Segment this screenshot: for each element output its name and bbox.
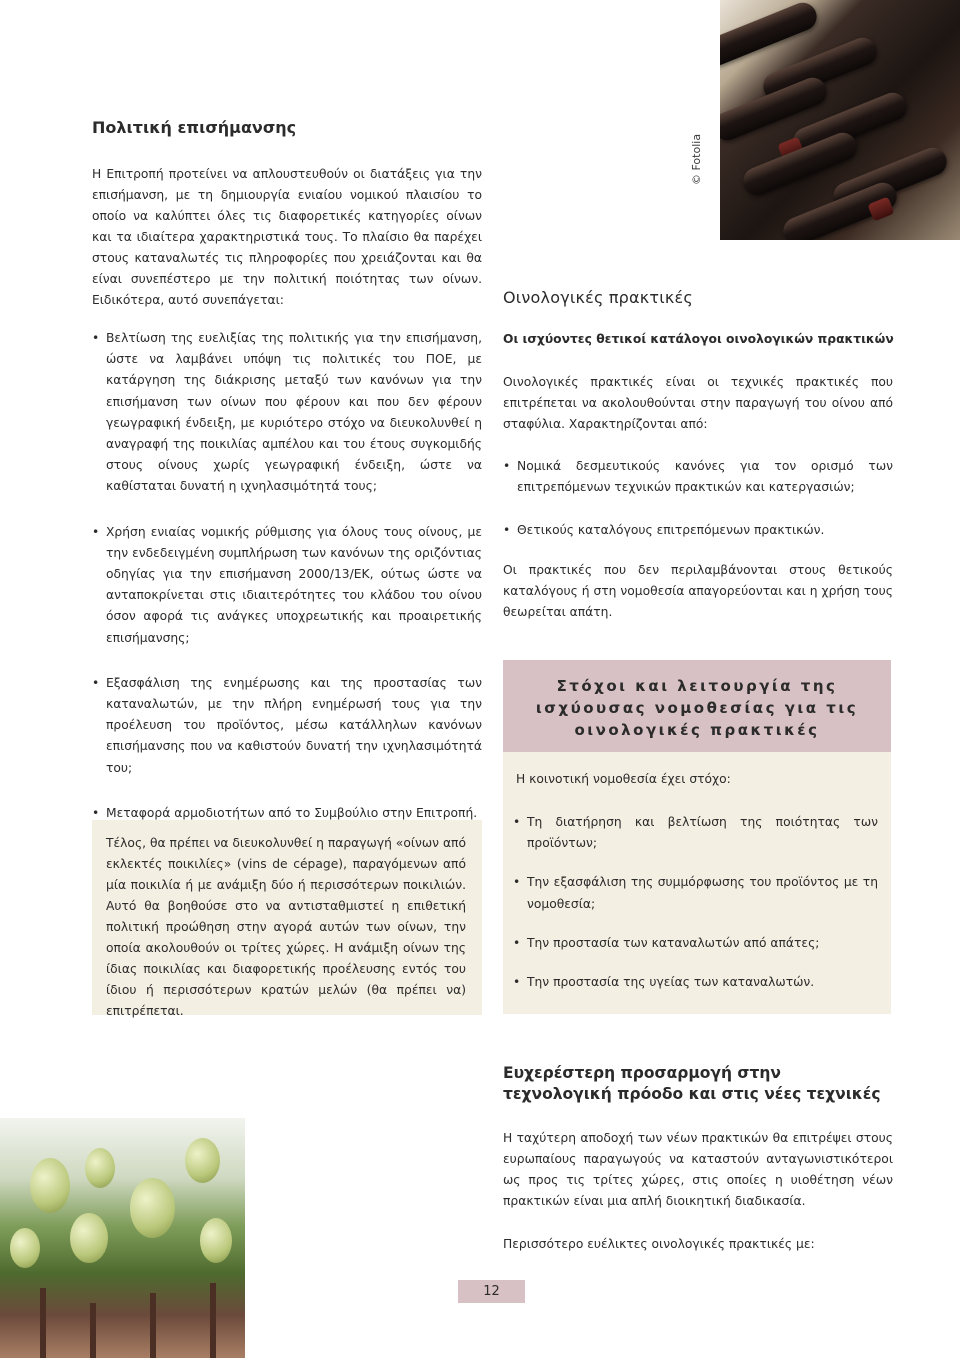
objectives-bullets [513,812,878,993]
list-item: • Την προστασία των καταναλωτών από απάτες; [513,933,878,954]
labeling-bullets [92,328,482,824]
characteristics-bullets [503,456,893,542]
list-item: • Τη διατήρηση και βελτίωση της ποιότητας των προϊόντων; [513,812,878,854]
list-item: • Νομικά δεσμευτικούς κανόνες για τον ορισμό των επιτρεπόμενων τεχνικών πρακτικών και κατεργασιών; [503,456,893,498]
list-item: • Μεταφορά αρμοδιοτήτων από το Συμβούλιο στην Επιτροπή. [92,803,482,824]
oenological-practices-title: Οινολογικές πρακτικές [503,288,693,307]
list-item: • Την εξασφάλιση της συμμόρφωσης του προϊόντος με τη νομοθεσία; [513,872,878,914]
labeling-policy-title: Πολιτική επισήμανσης [92,118,297,137]
list-item: • Εξασφάλιση της ενημέρωσης και της προστασίας των καταναλωτών, με την πλήρη ενημέρωσή τους για την προέλευση του προϊόντος, μέσω κατάλληλων κανόνων επισήμανσης που να καθιστούν δυνατή την ιχνηλασιμότητά του; [92,673,482,779]
labeling-intro: Η Επιτροπή προτείνει να απλουστευθούν οι διατάξεις για την επισήμανση, με τη δημιουργία ενιαίου νομικού πλαισίου το οποίο να καλύπτει όλες τις διαφορετικές κατηγορίες οίνων και τα ιδιαίτερα χαρακτηριστικά τους. Το πλαίσιο θα παρέχει στους καταναλωτές τις πληροφορίες που χρειάζονται και θα είναι συνεπέστερο με την πολιτική ποιότητας των οίνων. Ειδικότερα, αυτό συνεπάγεται: [92,167,482,307]
list-item: • Την προστασία της υγείας των καταναλωτών. [513,972,878,993]
objectives-heading: Στόχοι και λειτουργία της ισχύουσας νομοθεσίας για τις οινολογικές πρακτικές [535,677,859,739]
varietal-wines-text: Τέλος, θα πρέπει να διευκολυνθεί η παραγωγή «οίνων από εκλεκτές ποικιλίες» (vins de cépage), παραγόμενων από μία ποικιλία ή με ανάμιξη δύο ή περισσότερων ποικιλιών. Αυτό θα βοηθούσε στο να αντισταθμιστεί η επιθετική πολιτική προώθηση στην αγορά αυτών των οίνων, την οποία ακολουθούν οι τρίτες χώρες. Η ανάμιξη οίνων της ίδιας ποικιλίας και διαφορετικής προέλευσης εντός του ίδιου ή περισσότερων κρατών μελών (θα πρέπει να) επιτρέπεται. [106,836,466,1018]
technology-para: Η ταχύτερη αποδοχή των νέων πρακτικών θα επιτρέψει στους ευρωπαίους παραγωγούς να καταστούν ανταγωνιστικότεροι ως προς τις τρίτες χώρες, στις οποίες η υιοθέτηση νέων πρακτικών είναι μια απλή διοικητική διαδικασία. [503,1131,893,1208]
prohibited-practices-text: Οι πρακτικές που δεν περιλαμβάνονται στους θετικούς καταλόγους ή στη νομοθεσία απαγορεύονται και η χρήση τους θεωρείται απάτη. [503,563,893,619]
wine-bottles-photo [720,0,960,240]
list-item: • Χρήση ενιαίας νομικής ρύθμισης για όλους τους οίνους, με την ενδεδειγμένη συμπλήρωση των κανόνων της οριζόντιας οδηγίας για την επισήμανση 2000/13/ΕΚ, ούτως ώστε να ανταποκρίνεται στις ιδιαιτερότητες του κλάδου του οίνου όσον αφορά τις ανάγκες υποχρεωτικής και προαιρετικής επισήμανσης; [92,522,482,649]
list-item: • Θετικούς καταλόγους επιτρεπόμενων πρακτικών. [503,520,893,541]
varietal-wines-box [92,820,482,1018]
page-number: 12 [458,1280,525,1303]
flexible-practices-intro: Περισσότερο ευέλικτες οινολογικές πρακτικές με: [503,1237,815,1251]
objectives-box [503,752,891,1014]
positive-lists-subtitle: Οι ισχύοντες θετικοί κατάλογοι οινολογικών πρακτικών [503,332,894,346]
oenological-definition: Οινολογικές πρακτικές είναι οι τεχνικές πρακτικές που επιτρέπεται να ακολουθούνται στην παραγωγή του οίνου από σταφύλια. Χαρακτηρίζονται από: [503,375,893,431]
photo-credit: © Fotolia [690,133,703,185]
vineyard-photo [0,1118,245,1358]
list-item: • Βελτίωση της ευελιξίας της πολιτικής για την επισήμανση, ώστε να λαμβάνει υπόψη τις πολιτικές του ΠΟΕ, με κατάργηση της διάκρισης μεταξύ των κανόνων για την επισήμανση των οίνων που φέρουν και που δεν φέρουν γεωγραφική ένδειξη, με κυριότερο στόχο να διευκολυνθεί η αναγραφή της ποικιλίας αμπέλου και του έτους συγκομιδής στους οίνους χωρίς γεωγραφική ένδειξη, ώστε να καθίσταται δυνατή η ιχνηλασιμότητά τους; [92,328,482,498]
technology-section-title: Ευχερέστερη προσαρμογή στην τεχνολογική πρόοδο και στις νέες τεχνικές [503,1064,881,1103]
objectives-heading-box [503,660,891,752]
objectives-intro: Η κοινοτική νομοθεσία έχει στόχο: [516,772,731,786]
